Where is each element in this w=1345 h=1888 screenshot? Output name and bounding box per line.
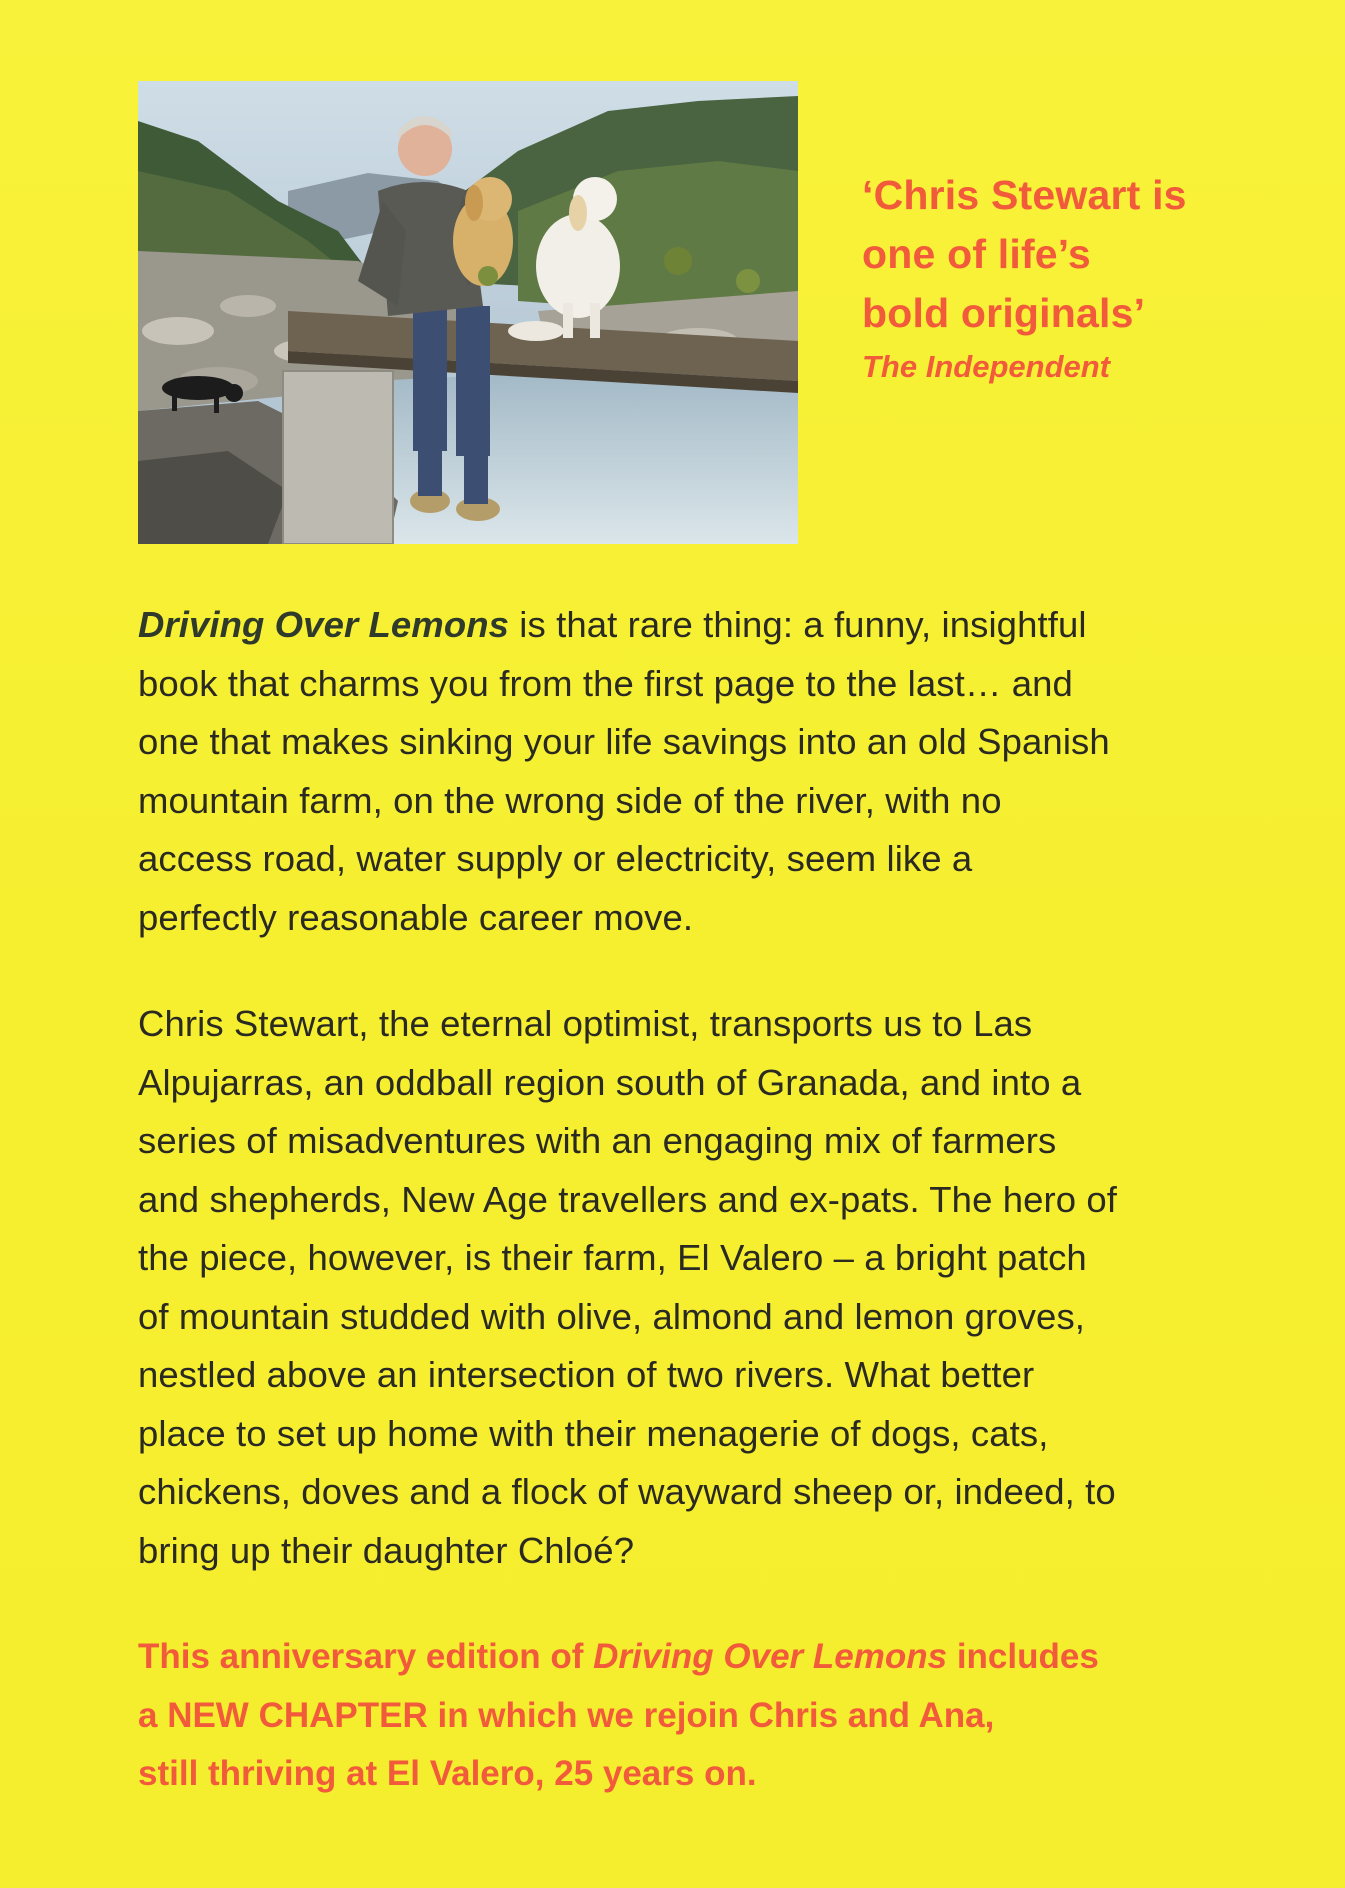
edition-book-title: Driving Over Lemons [593, 1637, 948, 1676]
edition-line-3: still thriving at El Valero, 25 years on. [138, 1754, 757, 1793]
para1-line: book that charms you from the first page to the last… and [138, 662, 1073, 704]
para1-line-1 [138, 596, 1268, 655]
para2-line: Chris Stewart, the eternal optimist, transports us to Las [138, 1003, 1033, 1044]
press-quote [862, 166, 1302, 387]
para1-line: one that makes sinking your life savings into an old Spanish [138, 721, 1110, 762]
para1-line: perfectly reasonable career move. [138, 896, 694, 938]
para2-line: nestled above an intersection of two rivers. What better [138, 1354, 1035, 1395]
anniversary-edition-note [138, 1628, 1268, 1804]
edition-line-1 [138, 1628, 1268, 1687]
para2-line: chickens, doves and a flock of wayward sheep or, indeed, to [138, 1471, 1116, 1512]
para2-line: bring up their daughter Chloé? [138, 1529, 635, 1571]
quote-line-3: bold originals’ [862, 290, 1146, 336]
para2-line: of mountain studded with olive, almond and lemon groves, [138, 1295, 1086, 1337]
para2-line: place to set up home with their menagerie of dogs, cats, [138, 1412, 1049, 1454]
para1-line: mountain farm, on the wrong side of the river, with no [138, 779, 1002, 821]
para2-line: series of misadventures with an engaging mix of farmers [138, 1120, 1057, 1161]
quote-line-2: one of life’s [862, 231, 1091, 277]
description-paragraph-2 [138, 995, 1268, 1580]
para1-line-1-rest: is that rare thing: a funny, insightful [509, 604, 1087, 645]
edition-line-1-after: includes [947, 1637, 1099, 1676]
para2-line: Alpujarras, an oddball region south of Granada, and into a [138, 1061, 1082, 1103]
quote-line-1: ‘Chris Stewart is [862, 172, 1187, 218]
para2-line: and shepherds, New Age travellers and ex-pats. The hero of [138, 1178, 1118, 1220]
man-with-dogs-photo-illustration [138, 81, 798, 544]
book-title-inline: Driving Over Lemons [138, 604, 510, 645]
para1-line: access road, water supply or electricity, seem like a [138, 838, 973, 879]
quote-source: The Independent [862, 349, 1110, 384]
author-photo [138, 81, 798, 544]
quote-text [862, 166, 1302, 343]
para2-line: the piece, however, is their farm, El Valero – a bright patch [138, 1237, 1087, 1278]
edition-line-1-before: This anniversary edition of [138, 1637, 594, 1676]
edition-line-2: a NEW CHAPTER in which we rejoin Chris and Ana, [138, 1695, 995, 1735]
description-paragraph-1 [138, 596, 1268, 947]
